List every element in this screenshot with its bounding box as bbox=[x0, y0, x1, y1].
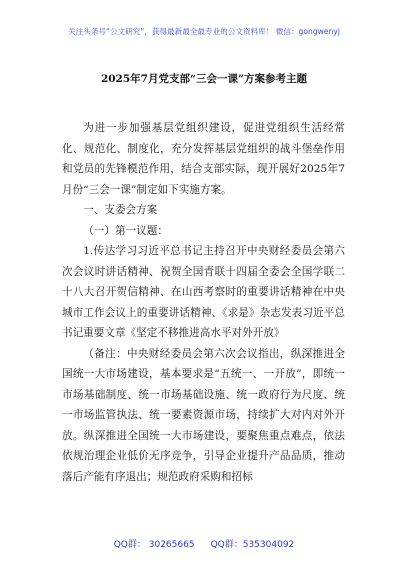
header-banner: 关注头条号“公文研究”，获得最新最全最专业的公文资料库！ 微信：gongwenyj bbox=[68, 27, 340, 36]
footer-qq-group-1: QQ群： 30265665 bbox=[113, 540, 195, 550]
subsection-heading-first-topic: （一）第一议题： bbox=[83, 224, 168, 237]
intro-paragraph: 为进一步加强基层党组织建设，促进党组织生活经常化、规范化、制度化，充分发挥基层党组织的战斗堡垒作用和党员的先锋模范作用，结合支部实际，现开展好2025年7月份“三会一课”制定如下实施方案。 bbox=[62, 122, 345, 196]
footer-qq-group-2: QQ群：535304092 bbox=[210, 540, 295, 550]
note-paragraph: （备注：中央财经委员会第六次会议指出，纵深推进全国统一大市场建设，基本要求是“五统一、一开放”，即统一市场基础制度、统一市场基础设施、统一政府行为尺度、统一市场监管执法、统一要素资源市场，持续扩大对内对外开放。纵深推进全国统一大市场建设，要聚焦重点难点，依法依规治理企业低价无序竞争，引导企业提升产品品质，推动落后产能有序退出；规范政府采购和招标 bbox=[62, 347, 345, 483]
footer-contact bbox=[0, 537, 408, 550]
document-body bbox=[62, 118, 345, 487]
section-heading-committee: 一、支委会方案 bbox=[83, 204, 158, 216]
item-paragraph-1: 1.传达学习习近平总书记主持召开中央财经委员会第六次会议时讲话精神、祝贺全国青联十四届全委会全国学联二十八大召开贺信精神、在山西考察时的重要讲话精神在中央城市工作会议上的重要讲话精神、《求是》杂志发表习近平总书记重要文章《坚定不移推进高水平对外开放》 bbox=[62, 245, 345, 339]
document-title: 2025年7月党支部“三会一课”方案参考主题 bbox=[100, 73, 308, 85]
